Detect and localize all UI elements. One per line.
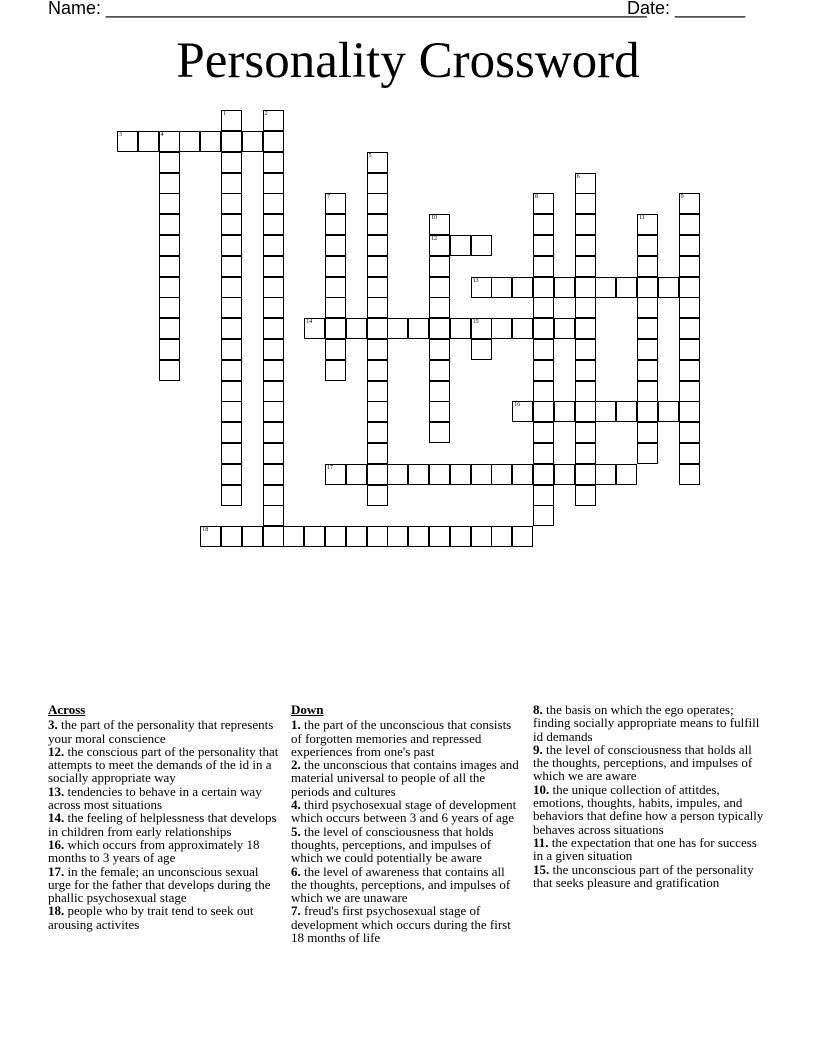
clue-number: 3: [119, 132, 122, 138]
grid-cell: [263, 152, 284, 173]
grid-cell: [533, 193, 554, 214]
grid-cell: [325, 318, 346, 339]
grid-cell: [658, 277, 679, 298]
clue-item: 5. the level of consciousness that holds thoughts, perceptions, and impulses of which we could potentially be aware: [291, 823, 494, 866]
clue-item: 9. the level of consciousness that holds all the thoughts, perceptions, and impulses of which we are aware: [533, 741, 753, 784]
grid-cell: [367, 256, 388, 277]
grid-cell: [575, 360, 596, 381]
grid-cell: [533, 401, 554, 422]
grid-cell: [263, 464, 284, 485]
grid-cell: [679, 277, 700, 298]
grid-cell: [533, 464, 554, 485]
clue-number: 2: [264, 111, 268, 118]
grid-cell: [221, 173, 242, 194]
clue-number: 5: [368, 152, 372, 159]
grid-cell: [221, 443, 242, 464]
grid-cell: [387, 464, 408, 485]
clue-item: 7. freud's first psychosexual stage of development which occurs during the first 18 months of life: [291, 903, 511, 946]
grid-cell: [387, 318, 408, 339]
grid-cell: [637, 297, 658, 318]
grid-cell: [512, 526, 533, 547]
grid-cell: [367, 443, 388, 464]
grid-cell: [450, 526, 471, 547]
grid-cell: [159, 173, 180, 194]
grid-cell: [242, 526, 263, 547]
grid-cell: [325, 297, 346, 318]
grid-cell: [367, 485, 388, 506]
grid-cell: [595, 401, 616, 422]
down-heading: Down: [291, 702, 324, 717]
grid-cell: [221, 526, 242, 547]
grid-cell: [575, 381, 596, 402]
grid-cell: [283, 526, 304, 547]
grid-cell: [471, 235, 492, 256]
grid-cell: [429, 235, 450, 256]
grid-cell: [346, 526, 367, 547]
grid-cell: [221, 464, 242, 485]
grid-cell: [679, 318, 700, 339]
clue-item: 17. in the female; an unconscious sexual urge for the father that develops during the phallic psychosexual stage: [48, 863, 271, 906]
grid-cell: [679, 464, 700, 485]
grid-cell: [575, 256, 596, 277]
grid-cell: [429, 401, 450, 422]
name-field: Name: ______________________________________________________: [48, 0, 647, 18]
grid-cell: [429, 381, 450, 402]
grid-cell: [491, 318, 512, 339]
grid-cell: [263, 381, 284, 402]
grid-cell: [367, 401, 388, 422]
clue-number: 1: [223, 111, 226, 118]
grid-cell: [221, 152, 242, 173]
grid-cell: [159, 193, 180, 214]
clue-number: 8: [535, 194, 538, 201]
grid-cell: [221, 214, 242, 235]
grid-cell: [637, 360, 658, 381]
grid-cell: [263, 193, 284, 214]
grid-cell: [346, 464, 367, 485]
clue-number: 16: [514, 402, 521, 409]
grid-cell: [471, 277, 492, 298]
grid-cell: [429, 464, 450, 485]
clue-item: 12. the conscious part of the personality that attempts to meet the demands of the id in a socially appropriate way: [48, 743, 279, 786]
grid-cell: [554, 464, 575, 485]
clue-number: 6: [576, 173, 580, 180]
grid-cell: [221, 277, 242, 298]
grid-cell: [616, 401, 637, 422]
grid-cell: [263, 173, 284, 194]
date-field: Date: _______: [627, 0, 746, 18]
grid-cell: [616, 277, 637, 298]
clue-item: 15. the unconscious part of the personality that seeks pleasure and gratification: [533, 861, 754, 890]
grid-cell: [325, 277, 346, 298]
grid-cell: [159, 256, 180, 277]
grid-cell: [575, 235, 596, 256]
grid-cell: [637, 401, 658, 422]
grid-cell: [575, 277, 596, 298]
grid-cell: [533, 318, 554, 339]
grid-cell: [637, 235, 658, 256]
grid-cell: [367, 360, 388, 381]
grid-cell: [679, 339, 700, 360]
grid-cell: [367, 214, 388, 235]
grid-cell: [512, 277, 533, 298]
grid-cell: [533, 485, 554, 506]
grid-cell: [367, 152, 388, 173]
grid-cell: [263, 443, 284, 464]
grid-cell: [304, 526, 325, 547]
grid-cell: [263, 277, 284, 298]
grid-cell: [221, 360, 242, 381]
grid-cell: [533, 256, 554, 277]
grid-cell: [221, 256, 242, 277]
grid-cell: [263, 485, 284, 506]
grid-cell: [263, 422, 284, 443]
grid-cell: [575, 214, 596, 235]
grid-cell: [575, 318, 596, 339]
grid-cell: [221, 131, 242, 152]
down-clues: [291, 703, 523, 944]
grid-cell: [263, 339, 284, 360]
grid-cell: [679, 360, 700, 381]
clue-number: 9: [680, 194, 684, 201]
grid-cell: [429, 256, 450, 277]
clue-item: 2. the unconscious that contains images and material universal to people of all the periods and cultures: [291, 757, 519, 799]
grid-cell: [367, 526, 388, 547]
clue-number: 17: [327, 464, 333, 471]
grid-cell: [679, 422, 700, 443]
page-title: Personality Crossword: [176, 33, 640, 89]
grid-cell: [595, 464, 616, 485]
grid-cell: [138, 131, 159, 152]
grid-cell: [159, 339, 180, 360]
grid-cell: [429, 526, 450, 547]
grid-cell: [200, 131, 221, 152]
clue-number: 15: [472, 319, 479, 326]
grid-cell: [387, 526, 408, 547]
grid-cell: [263, 110, 284, 131]
grid-cell: [637, 318, 658, 339]
grid-cell: [575, 485, 596, 506]
clue-item: 11. the expectation that one has for success in a given situation: [533, 834, 757, 864]
grid-cell: [263, 256, 284, 277]
grid-cell: [221, 381, 242, 402]
grid-cell: [533, 297, 554, 318]
grid-cell: [637, 214, 658, 235]
grid-cell: [533, 422, 554, 443]
grid-cell: [491, 526, 512, 547]
grid-cell: [575, 193, 596, 214]
grid-cell: [221, 297, 242, 318]
grid-cell: [429, 297, 450, 318]
grid-cell: [429, 339, 450, 360]
grid-cell: [533, 235, 554, 256]
grid-cell: [159, 297, 180, 318]
grid-cell: [367, 318, 388, 339]
grid-cell: [575, 464, 596, 485]
grid-cell: [637, 277, 658, 298]
clue-item: 1. the part of the unconscious that consists of forgotten memories and repressed experiences from one's past: [291, 717, 512, 759]
grid-cell: [575, 443, 596, 464]
grid-cell: [679, 256, 700, 277]
grid-cell: [491, 277, 512, 298]
grid-cell: [575, 339, 596, 360]
grid-cell: [658, 401, 679, 422]
grid-cell: [533, 214, 554, 235]
clue-number: 13: [472, 277, 479, 284]
grid-cell: [679, 443, 700, 464]
grid-cell: [429, 422, 450, 443]
grid-cell: [679, 297, 700, 318]
down-clues-continued: [533, 703, 769, 889]
grid-cell: [367, 173, 388, 194]
grid-cell: [429, 360, 450, 381]
grid-cell: [325, 526, 346, 547]
grid-cell: [679, 381, 700, 402]
grid-cell: [450, 318, 471, 339]
grid-cell: [408, 318, 429, 339]
grid-cell: [367, 464, 388, 485]
grid-cell: [512, 318, 533, 339]
grid-cell: [554, 318, 575, 339]
grid-cell: [533, 360, 554, 381]
grid-cell: [263, 318, 284, 339]
grid-cell: [512, 401, 533, 422]
grid-cell: [637, 381, 658, 402]
grid-cell: [616, 464, 637, 485]
across-heading: Across: [48, 702, 86, 717]
grid-cell: [159, 131, 180, 152]
clue-item: 3. the part of the personality that represents your moral conscience: [48, 717, 274, 746]
grid-cell: [533, 277, 554, 298]
clue-item: 14. the feeling of helplessness that develops in children from early relationships: [48, 810, 277, 839]
grid-cell: [637, 443, 658, 464]
grid-cell: [367, 235, 388, 256]
grid-cell: [367, 297, 388, 318]
grid-cell: [159, 152, 180, 173]
grid-cell: [221, 485, 242, 506]
grid-cell: [159, 318, 180, 339]
grid-cell: [637, 256, 658, 277]
grid-cell: [429, 277, 450, 298]
grid-cell: [179, 131, 200, 152]
grid-cell: [554, 277, 575, 298]
grid-cell: [263, 360, 284, 381]
grid-cell: [159, 360, 180, 381]
grid-cell: [346, 318, 367, 339]
grid-cell: [367, 193, 388, 214]
grid-cell: [221, 110, 242, 131]
grid-cell: [117, 131, 138, 152]
grid-cell: [263, 235, 284, 256]
grid-cell: [429, 318, 450, 339]
grid-cell: [533, 505, 554, 526]
grid-cell: [533, 339, 554, 360]
clue-item: 18. people who by trait tend to seek out arousing activites: [48, 903, 254, 932]
grid-cell: [325, 193, 346, 214]
clue-number: 11: [639, 215, 645, 222]
across-clues: [48, 703, 284, 931]
grid-cell: [471, 464, 492, 485]
grid-cell: [263, 505, 284, 526]
clue-number: 10: [431, 215, 437, 222]
grid-cell: [304, 318, 325, 339]
clue-number: 14: [306, 319, 313, 326]
grid-cell: [221, 339, 242, 360]
grid-cell: [450, 235, 471, 256]
grid-cell: [679, 235, 700, 256]
grid-cell: [263, 526, 284, 547]
grid-cell: [325, 464, 346, 485]
grid-cell: [575, 173, 596, 194]
grid-cell: [408, 526, 429, 547]
grid-cell: [325, 360, 346, 381]
grid-cell: [159, 277, 180, 298]
grid-cell: [159, 214, 180, 235]
grid-cell: [554, 401, 575, 422]
grid-cell: [263, 214, 284, 235]
grid-cell: [637, 422, 658, 443]
clue-number: 12: [431, 236, 437, 242]
clue-item: 6. the level of awareness that contains all the thoughts, perceptions, and impulses of which we are unaware: [291, 863, 511, 906]
grid-cell: [263, 131, 284, 152]
grid-cell: [512, 464, 533, 485]
grid-cell: [221, 401, 242, 422]
grid-cell: [221, 193, 242, 214]
grid-cell: [367, 381, 388, 402]
grid-cell: [533, 443, 554, 464]
clue-number: 7: [327, 194, 330, 201]
grid-cell: [367, 277, 388, 298]
grid-cell: [533, 381, 554, 402]
grid-cell: [200, 526, 221, 547]
grid-cell: [679, 214, 700, 235]
grid-cell: [595, 277, 616, 298]
grid-cell: [679, 401, 700, 422]
grid-cell: [367, 422, 388, 443]
clue-number: 4: [160, 132, 164, 138]
clue-item: 10. the unique collection of attitdes, emotions, thoughts, habits, impules, and behaviors that define how a person typically behaves across situations: [533, 781, 764, 837]
grid-cell: [325, 256, 346, 277]
grid-cell: [263, 401, 284, 422]
grid-cell: [325, 214, 346, 235]
grid-cell: [491, 464, 512, 485]
grid-cell: [471, 318, 492, 339]
grid-cell: [325, 339, 346, 360]
grid-cell: [221, 235, 242, 256]
grid-cell: [221, 422, 242, 443]
clue-number: 18: [202, 527, 209, 534]
grid-cell: [367, 339, 388, 360]
grid-cell: [575, 401, 596, 422]
grid-cell: [325, 235, 346, 256]
grid-cell: [575, 422, 596, 443]
grid-cell: [242, 131, 263, 152]
grid-cell: [575, 297, 596, 318]
grid-cell: [679, 193, 700, 214]
grid-cell: [637, 339, 658, 360]
grid-cell: [471, 526, 492, 547]
grid-cell: [429, 214, 450, 235]
clue-item: 16. which occurs from approximately 18 months to 3 years of age: [48, 836, 260, 866]
grid-cell: [159, 235, 180, 256]
clue-item: 4. third psychosexual stage of development which occurs between 3 and 6 years of age: [291, 797, 517, 826]
grid-cell: [408, 464, 429, 485]
grid-cell: [263, 297, 284, 318]
clue-item: 8. the basis on which the ego operates; finding socially appropriate means to fulfill id demands: [533, 702, 760, 744]
clue-item: 13. tendencies to behave in a certain way across most situations: [48, 783, 262, 813]
grid-cell: [471, 339, 492, 360]
grid-cell: [450, 464, 471, 485]
grid-cell: [221, 318, 242, 339]
